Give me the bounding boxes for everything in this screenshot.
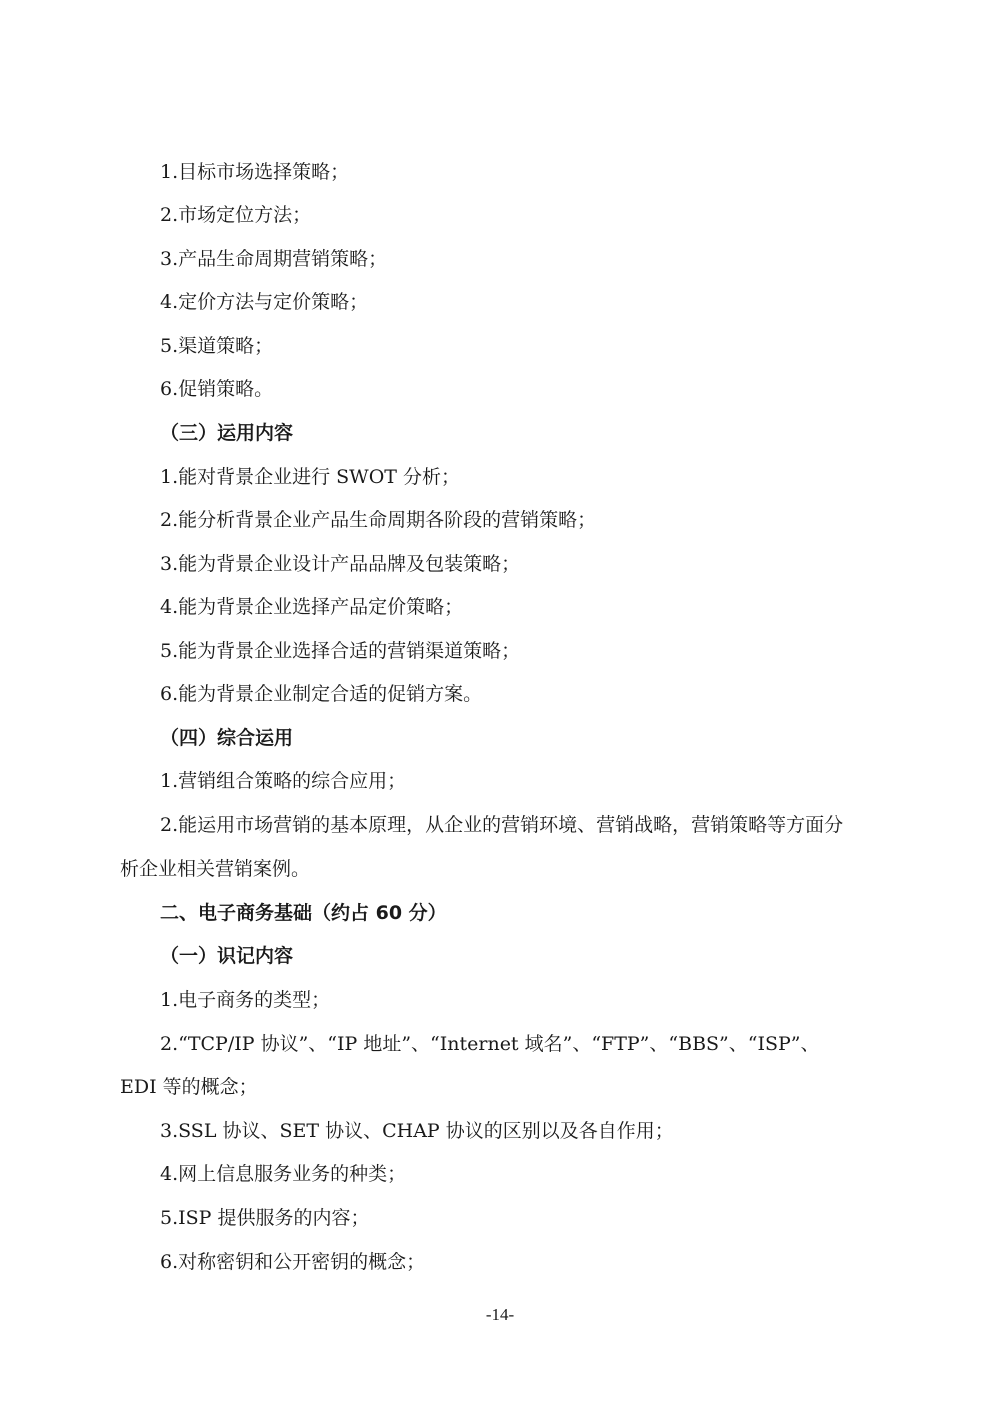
list-item: 4.定价方法与定价策略；	[160, 291, 369, 313]
list-item: 1.目标市场选择策略；	[160, 161, 350, 183]
list-item: 1.营销组合策略的综合应用；	[160, 770, 407, 792]
list-item-continuation: EDI 等的概念；	[120, 1076, 258, 1098]
section-heading: （三）运用内容	[160, 422, 294, 444]
section-heading: （四）综合运用	[160, 727, 294, 749]
list-item: 5.能为背景企业选择合适的营销渠道策略；	[160, 640, 521, 662]
list-item: 5.渠道策略；	[160, 335, 274, 357]
list-item: 4.能为背景企业选择产品定价策略；	[160, 596, 464, 618]
list-item: 6.能为背景企业制定合适的促销方案。	[160, 683, 483, 705]
section-heading: （一）识记内容	[160, 945, 294, 967]
list-item: 2.能运用市场营销的基本原理，从企业的营销环境、营销战略，营销策略等方面分	[160, 814, 844, 836]
list-item: 6.对称密钥和公开密钥的概念；	[160, 1251, 426, 1273]
page-number: -14-	[485, 1305, 515, 1324]
list-item: 3.SSL 协议、SET 协议、CHAP 协议的区别以及各自作用；	[160, 1120, 674, 1142]
list-item: 5.ISP 提供服务的内容；	[160, 1207, 370, 1229]
list-item: 6.促销策略。	[160, 378, 274, 400]
list-item: 3.产品生命周期营销策略；	[160, 248, 388, 270]
list-item: 2.市场定位方法；	[160, 204, 312, 226]
list-item: 1.能对背景企业进行 SWOT 分析；	[160, 466, 461, 488]
chapter-heading: 二、电子商务基础（约占 60 分）	[160, 902, 447, 924]
list-item: 3.能为背景企业设计产品品牌及包装策略；	[160, 553, 521, 575]
list-item: 1.电子商务的类型；	[160, 989, 331, 1011]
list-item: 4.网上信息服务业务的种类；	[160, 1163, 407, 1185]
list-item: 2.“TCP/IP 协议”、“IP 地址”、“Internet 域名”、“FTP”、“BBS”、“ISP”、	[160, 1033, 820, 1055]
list-item: 2.能分析背景企业产品生命周期各阶段的营销策略；	[160, 509, 597, 531]
list-item-continuation: 析企业相关营销案例。	[120, 858, 311, 880]
